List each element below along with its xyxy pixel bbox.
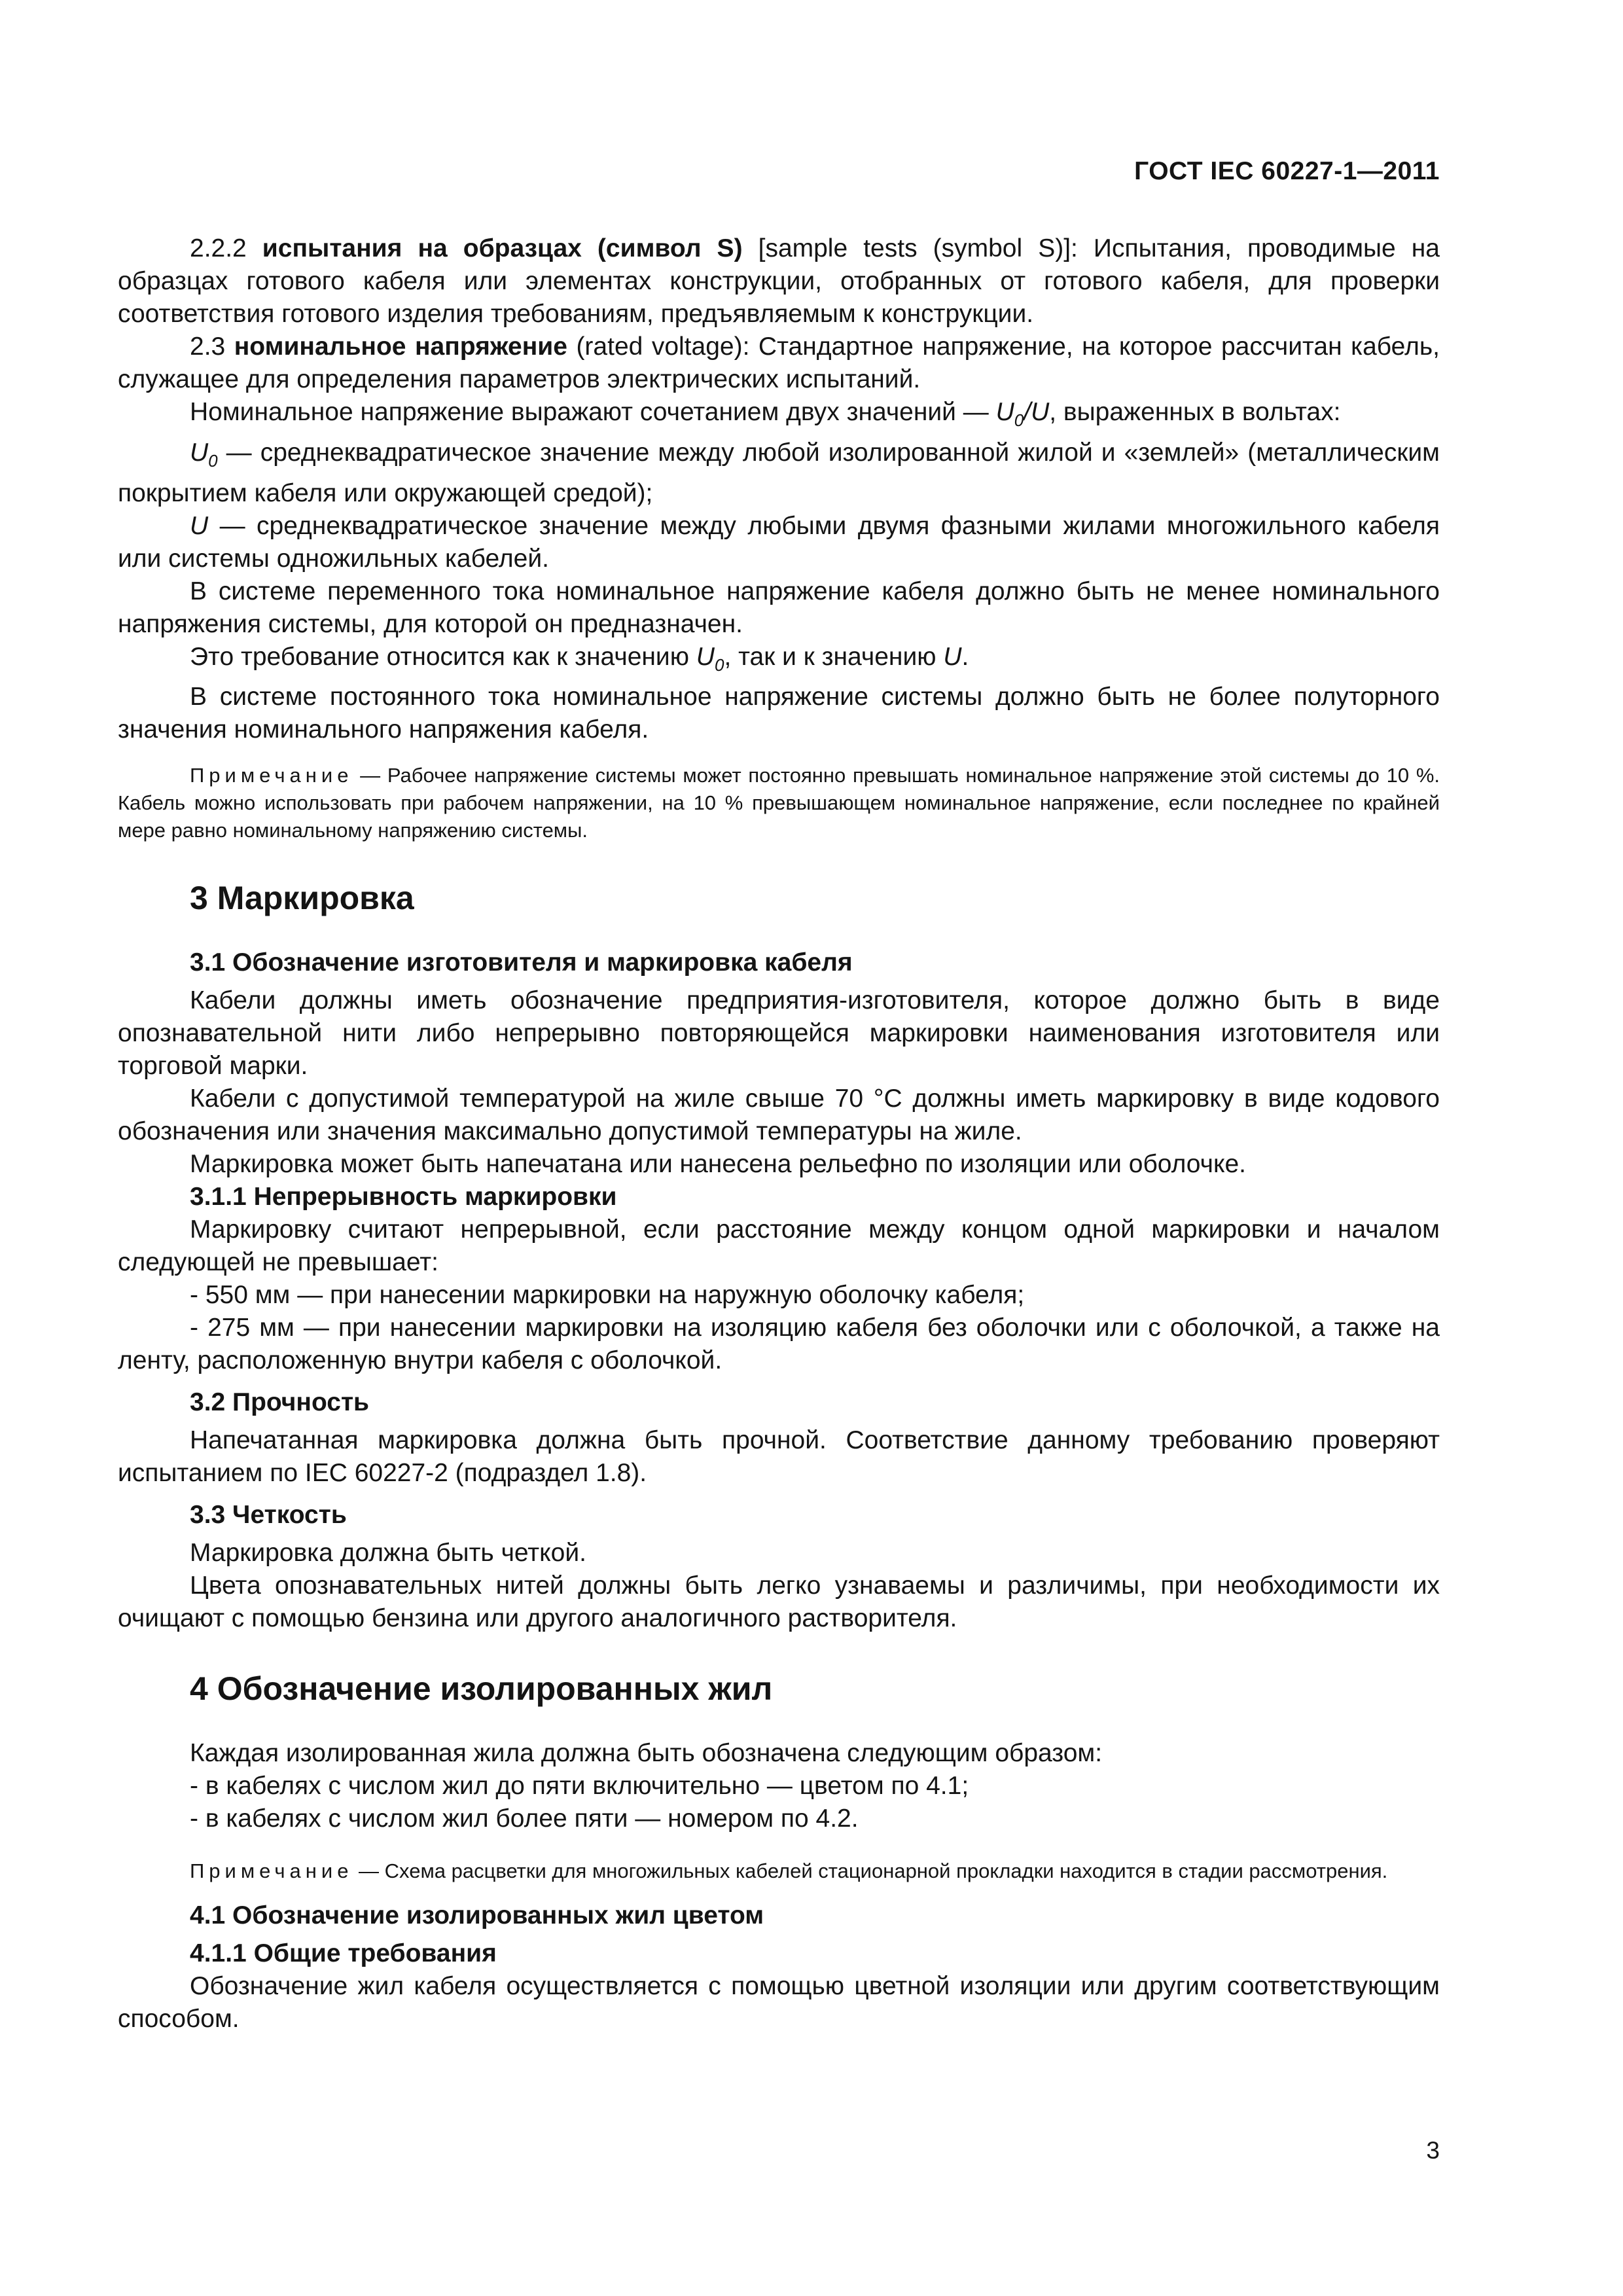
paragraph: Каждая изолированная жила должна быть обозначена следующим образом: xyxy=(190,1739,1103,1768)
paragraph-requirement xyxy=(118,641,1440,681)
subscript: 0 xyxy=(714,655,724,675)
paragraph-dc-system: В системе постоянного тока номинальное напряжение системы должно быть не более полуторного значения номинального напряжения кабеля. xyxy=(118,683,1440,744)
term-sample-tests: испытания на образцах (символ S) xyxy=(262,234,758,262)
section-4-heading: 4 Обозначение изолированных жил xyxy=(190,1670,773,1708)
note-text: — Рабочее напряжение системы может постоянно превышать номинальное напряжение этой системы до 10 %. Кабель можно использовать при рабочем напряжении, на 10 % превышающем номинальное напряжение, если последнее по крайней мере равно номинальному напряжению системы. xyxy=(118,764,1440,842)
note-label: Примечание xyxy=(190,1859,353,1883)
document-page xyxy=(118,0,1440,2296)
standard-header: ГОСТ IEC 60227-1—2011 xyxy=(1134,157,1440,185)
subscript: 0 xyxy=(1014,410,1024,430)
clause-number: 2.2.2 xyxy=(190,234,262,262)
note-label: Примечание xyxy=(190,764,353,787)
clause-2-2-2 xyxy=(118,232,1440,331)
paragraph: Напечатанная маркировка должна быть прочной. Соответствие данному требованию проверяют испытанием по IEC 60227-2 (подраздел 1.8). xyxy=(118,1426,1440,1488)
clause-text: [sample tests (symbol S)]: Испытания, проводимые на образцах готового кабеля или элементах конструкции, отобранных от готового кабеля, для проверки соответствия готового изделия требованиям, предъявляемым к конструкции. xyxy=(118,234,1440,328)
symbol: U xyxy=(995,398,1014,426)
symbol-u: U xyxy=(943,642,962,671)
symbol: U xyxy=(190,438,209,467)
text-fragment: . xyxy=(961,642,969,671)
note-text: — Схема расцветки для многожильных кабелей стационарной прокладки находится в стадии рассмотрения. xyxy=(353,1859,1388,1883)
subsection-3-1-1-heading: 3.1.1 Непрерывность маркировки xyxy=(190,1183,617,1211)
symbol: U xyxy=(696,642,715,671)
rated-voltage-expression xyxy=(118,396,1440,437)
paragraph-ac-system: В системе переменного тока номинальное напряжение кабеля должно быть не менее номинального напряжения системы, для которой он предназначен. xyxy=(118,577,1440,638)
paragraph: Маркировка может быть напечатана или нанесена рельефно по изоляции или оболочке. xyxy=(190,1150,1246,1179)
subsection-3-3-heading: 3.3 Четкость xyxy=(190,1501,347,1530)
subsection-4-1-heading: 4.1 Обозначение изолированных жил цветом xyxy=(190,1901,764,1930)
list-item: - 550 мм — при нанесении маркировки на наружную оболочку кабеля; xyxy=(190,1281,1025,1310)
symbol: /U xyxy=(1024,398,1050,426)
symbol-u0 xyxy=(995,398,1050,430)
paragraph: Маркировка должна быть четкой. xyxy=(190,1539,586,1568)
text-fragment: — среднеквадратическое значение между любой изолированной жилой и «землей» (металлическим покрытием кабеля или окружающей средой); xyxy=(118,438,1440,507)
list-item: - в кабелях с числом жил более пяти — номером по 4.2. xyxy=(190,1804,859,1833)
clause-2-3 xyxy=(118,331,1440,396)
clause-text: (rated voltage): Стандартное напряжение, на которое рассчитан кабель, служащее для определения параметров электрических испытаний. xyxy=(118,332,1440,393)
section-3-heading: 3 Маркировка xyxy=(190,880,414,917)
note-operating-voltage xyxy=(118,762,1440,844)
term-rated-voltage: номинальное напряжение xyxy=(234,332,577,361)
text-fragment: Это требование относится как к значению xyxy=(190,642,696,671)
text-fragment: , выраженных в вольтах: xyxy=(1049,398,1341,426)
paragraph: Кабели должны иметь обозначение предприятия-изготовителя, которое должно быть в виде опознавательной нити либо непрерывно повторяющейся маркировки наименования изготовителя или торговой марки. xyxy=(118,986,1440,1081)
text-fragment: Номинальное напряжение выражают сочетанием двух значений — xyxy=(190,398,996,426)
page-number: 3 xyxy=(1426,2137,1440,2164)
paragraph: Обозначение жил кабеля осуществляется с помощью цветной изоляции или другим соответствующим способом. xyxy=(118,1972,1440,2034)
list-item: - 275 мм — при нанесении маркировки на изоляцию кабеля без оболочки или с оболочкой, а также на ленту, расположенную внутри кабеля с оболочкой. xyxy=(118,1314,1440,1375)
paragraph: Кабели с допустимой температурой на жиле свыше 70 °С должны иметь маркировку в виде кодового обозначения или значения максимально допустимой температуры на жиле. xyxy=(118,1085,1440,1146)
symbol-u0 xyxy=(696,642,724,675)
symbol-u: U xyxy=(190,511,209,540)
note-color-scheme xyxy=(118,1857,1440,1885)
subscript: 0 xyxy=(208,450,218,471)
clause-number: 2.3 xyxy=(190,332,234,361)
symbol-u0 xyxy=(190,438,218,471)
list-item: - в кабелях с числом жил до пяти включительно — цветом по 4.1; xyxy=(190,1772,969,1801)
subsection-4-1-1-heading: 4.1.1 Общие требования xyxy=(190,1939,497,1968)
subsection-3-2-heading: 3.2 Прочность xyxy=(190,1388,370,1417)
paragraph: Маркировку считают непрерывной, если расстояние между концом одной маркировки и началом следующей не превышает: xyxy=(118,1215,1440,1277)
page-content xyxy=(118,232,1440,2036)
definition-u xyxy=(118,510,1440,575)
subsection-3-1-heading: 3.1 Обозначение изготовителя и маркировка кабеля xyxy=(190,948,853,977)
paragraph: Цвета опознавательных нитей должны быть легко узнаваемы и различимы, при необходимости их очищают с помощью бензина или другого аналогичного растворителя. xyxy=(118,1571,1440,1633)
text-fragment: , так и к значению xyxy=(724,642,944,671)
text-fragment: — среднеквадратическое значение между любыми двумя фазными жилами многожильного кабеля или системы одножильных кабелей. xyxy=(118,511,1440,573)
definition-u0 xyxy=(118,437,1440,510)
